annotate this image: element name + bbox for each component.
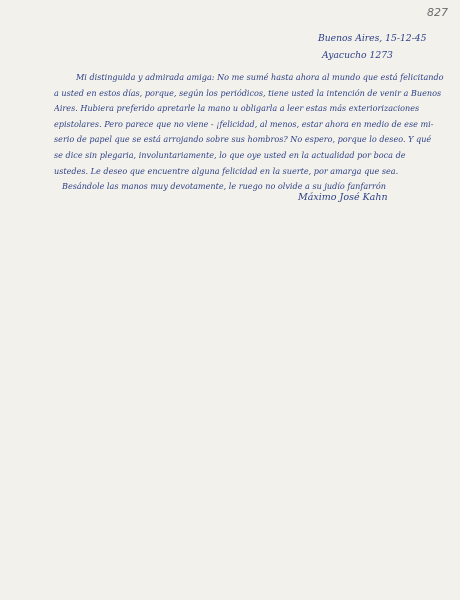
letter-line: Aires. Hubiera preferido apretarle la mano u obligarla a leer estas más exteriorizaciones [54,103,420,114]
date-line: Buenos Aires, 15-12-45 [318,33,427,44]
letter-heading [318,30,456,64]
letter-body [54,70,452,195]
letter-line: Mi distinguida y admirada amiga: No me sumé hasta ahora al mundo que está felicitando [76,72,444,82]
letter-line: se dice sin plegaria, involuntariamente, lo que oye usted en la actualidad por boca de [54,149,406,160]
letter-line: serio de papel que se está arrojando sobre sus hombros? No espero, porque lo deseo. Y qué [54,134,432,145]
signature: Máximo José Kahn [298,192,388,203]
letter-line: Besándole las manos muy devotamente, le ruego no olvide a su judío fanfarrón [62,181,387,192]
archive-number: 827 [427,6,448,19]
letter-line: ustedes. Le deseo que encuentre alguna felicidad en la suerte, por amarga que sea. [54,165,399,176]
letter-line: a usted en estos días, porque, según los periódicos, tiene usted la intención de venir a Buenos [54,87,442,98]
address-line: Ayacucho 1273 [322,50,393,61]
letter-line: epistolares. Pero parece que no viene - ¡felicidad, al menos, estar ahora en medio de ese mi- [54,118,434,129]
